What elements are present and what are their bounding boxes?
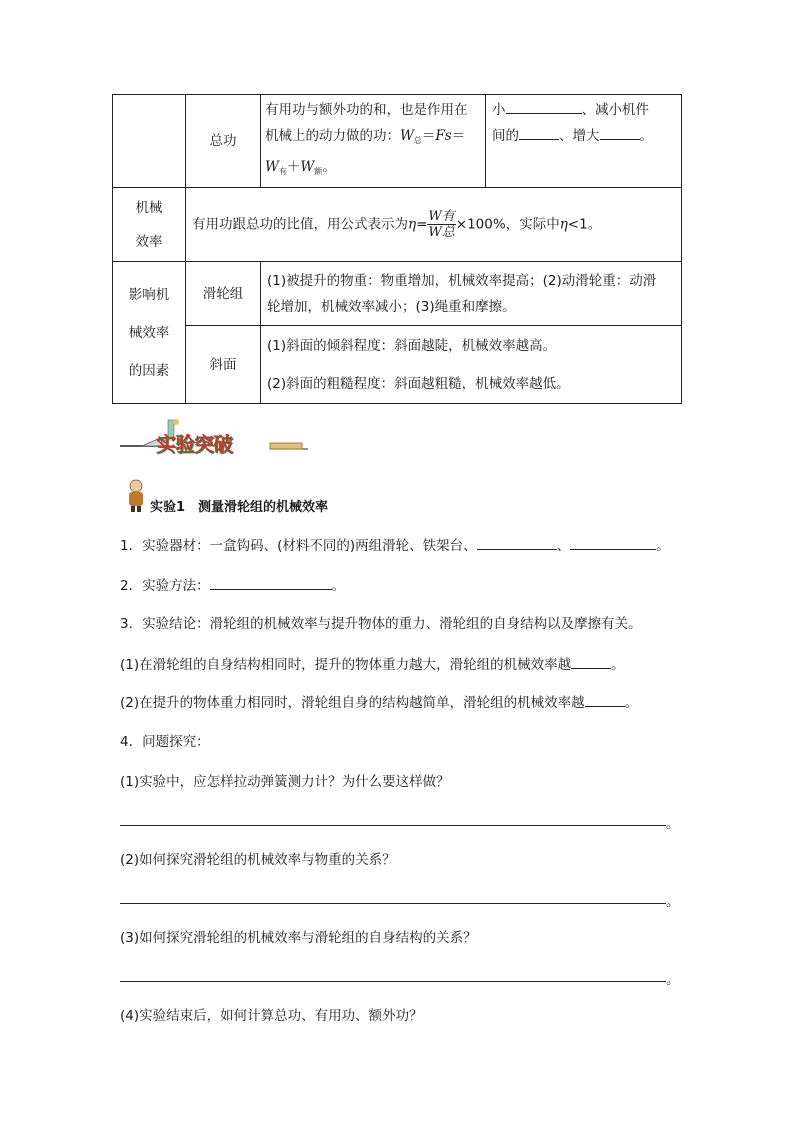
- fraction-numerator: W有: [428, 209, 455, 224]
- tips-line-2: [492, 123, 675, 149]
- fill-blank[interactable]: [477, 535, 557, 550]
- w-subscript: 总: [413, 136, 422, 145]
- eta-symbol: η: [408, 216, 417, 233]
- tips-text: 、增大: [559, 128, 600, 144]
- efficiency-label: [113, 188, 186, 262]
- item-2: [120, 575, 345, 596]
- item-3-1: [120, 654, 625, 675]
- fill-blank[interactable]: [585, 692, 625, 707]
- efficiency-fraction: [427, 209, 455, 240]
- factors-label-2: 械效率: [128, 324, 170, 341]
- fraction-denominator: W总: [428, 225, 455, 240]
- answer-period-3: 。: [666, 972, 680, 988]
- plus: ＋: [286, 159, 301, 175]
- desc-text: 机械上的动力做的功：: [265, 128, 400, 144]
- row-efficiency: [113, 188, 682, 262]
- desc-line-3: [265, 154, 481, 185]
- total-work-tips: [486, 95, 682, 188]
- efficiency-label-1: 机械: [135, 199, 163, 216]
- slope-factors: [261, 326, 682, 404]
- w-subscript: 有: [278, 167, 287, 176]
- pulley-factors: [261, 262, 682, 326]
- fill-blank[interactable]: [571, 654, 611, 669]
- answer-line-1[interactable]: [120, 825, 666, 826]
- teacher-icon: [125, 478, 147, 512]
- empty-cell: [113, 95, 186, 188]
- banner-text: 实验突破: [156, 432, 232, 456]
- fill-blank[interactable]: [506, 99, 582, 114]
- tips-line-1: [492, 97, 675, 123]
- factors-label-3: 的因素: [128, 362, 170, 379]
- efficiency-definition: [186, 188, 682, 262]
- experiment-title: 实验1 测量滑轮组的机械效率: [150, 500, 329, 515]
- row-total-work: [113, 95, 682, 188]
- answer-line-3[interactable]: [120, 981, 666, 982]
- item-3-1-text: (1)在滑轮组的自身结构相同时，提升的物体重力越大，滑轮组的机械效率越: [120, 657, 572, 673]
- teacher-avatar: [125, 478, 147, 512]
- period: 。: [331, 578, 346, 594]
- item-3-2: [120, 692, 638, 713]
- question-1: (1)实验中，应怎样拉动弹簧测力计？为什么要这样做？: [120, 774, 450, 790]
- question-3: (3)如何探究滑轮组的机械效率与滑轮组的自身结构的关系？: [120, 930, 477, 946]
- slope-line-2: (2)斜面的粗糙程度：斜面越粗糙，机械效率越低。: [267, 375, 570, 392]
- question-4: (4)实验结束后，如何计算总功、有用功、额外功？: [120, 1008, 423, 1024]
- efficiency-text: ×100%，实际中: [455, 216, 560, 233]
- item-1-text: 1．实验器材：一盒钩码、(材料不同的)两组滑轮、铁架台、: [120, 538, 477, 554]
- total-work-label: 总功: [186, 95, 261, 188]
- row-pulley: [113, 262, 682, 326]
- fill-blank[interactable]: [519, 125, 559, 140]
- pulley-label: 滑轮组: [186, 262, 261, 326]
- w-symbol: W: [300, 159, 315, 175]
- equals: ＝: [421, 128, 436, 144]
- answer-period-1: 。: [666, 816, 680, 832]
- answer-period-2: 。: [666, 894, 680, 910]
- equals: ＝: [451, 128, 466, 144]
- pulley-line-1: (1)被提升的物重：物重增加，机械效率提高；(2)动滑轮重：动滑: [267, 272, 657, 289]
- pulley-line-2: 轮增加，机械效率减小；(3)绳重和摩擦。: [267, 298, 516, 315]
- summary-table: [112, 94, 682, 404]
- fill-blank[interactable]: [210, 575, 332, 590]
- w-symbol: W: [400, 128, 414, 144]
- tips-text: 、减小机件: [581, 102, 649, 118]
- row-slope: [113, 326, 682, 404]
- period: 。: [322, 159, 336, 175]
- equals: =: [416, 216, 428, 233]
- eta-symbol: η: [559, 216, 568, 233]
- item-3-2-text: (2)在提升的物体重力相同时，滑轮组自身的结构越简单，滑轮组的机械效率越: [120, 695, 585, 711]
- period: 。: [656, 538, 670, 554]
- efficiency-label-2: 效率: [135, 233, 163, 250]
- item-3: 3．实验结论：滑轮组的机械效率与提升物体的重力、滑轮组的自身结构以及摩擦有关。: [120, 616, 642, 632]
- tips-text: 小: [492, 102, 506, 118]
- fill-blank[interactable]: [600, 125, 640, 140]
- efficiency-text: <1。: [567, 216, 602, 233]
- total-work-desc: [261, 95, 486, 188]
- efficiency-text: 有用功跟总功的比值，用公式表示为: [192, 216, 408, 233]
- item-2-text: 2．实验方法：: [120, 578, 210, 594]
- tips-text: 。: [639, 128, 653, 144]
- factors-label-1: 影响机: [128, 286, 170, 303]
- period: 。: [624, 695, 639, 711]
- w-symbol: W: [265, 159, 279, 175]
- desc-line-1: 有用功与额外功的和，也是作用在: [265, 102, 468, 118]
- separator: 、: [556, 538, 571, 554]
- question-2: (2)如何探究滑轮组的机械效率与物重的关系？: [120, 852, 396, 868]
- period: 。: [611, 657, 625, 673]
- fs-symbol: Fs: [435, 128, 452, 144]
- w-subscript: 额: [314, 167, 323, 176]
- item-1: [120, 535, 670, 556]
- slope-line-1: (1)斜面的倾斜程度：斜面越陡，机械效率越高。: [267, 337, 557, 354]
- tips-text: 间的: [492, 128, 519, 144]
- answer-line-2[interactable]: [120, 903, 666, 904]
- slope-label: 斜面: [186, 326, 261, 404]
- item-4: 4．问题探究：: [120, 734, 210, 750]
- fill-blank[interactable]: [570, 535, 656, 550]
- desc-line-2: [265, 123, 481, 154]
- experiment-banner: [120, 416, 310, 460]
- factors-label: [113, 262, 186, 404]
